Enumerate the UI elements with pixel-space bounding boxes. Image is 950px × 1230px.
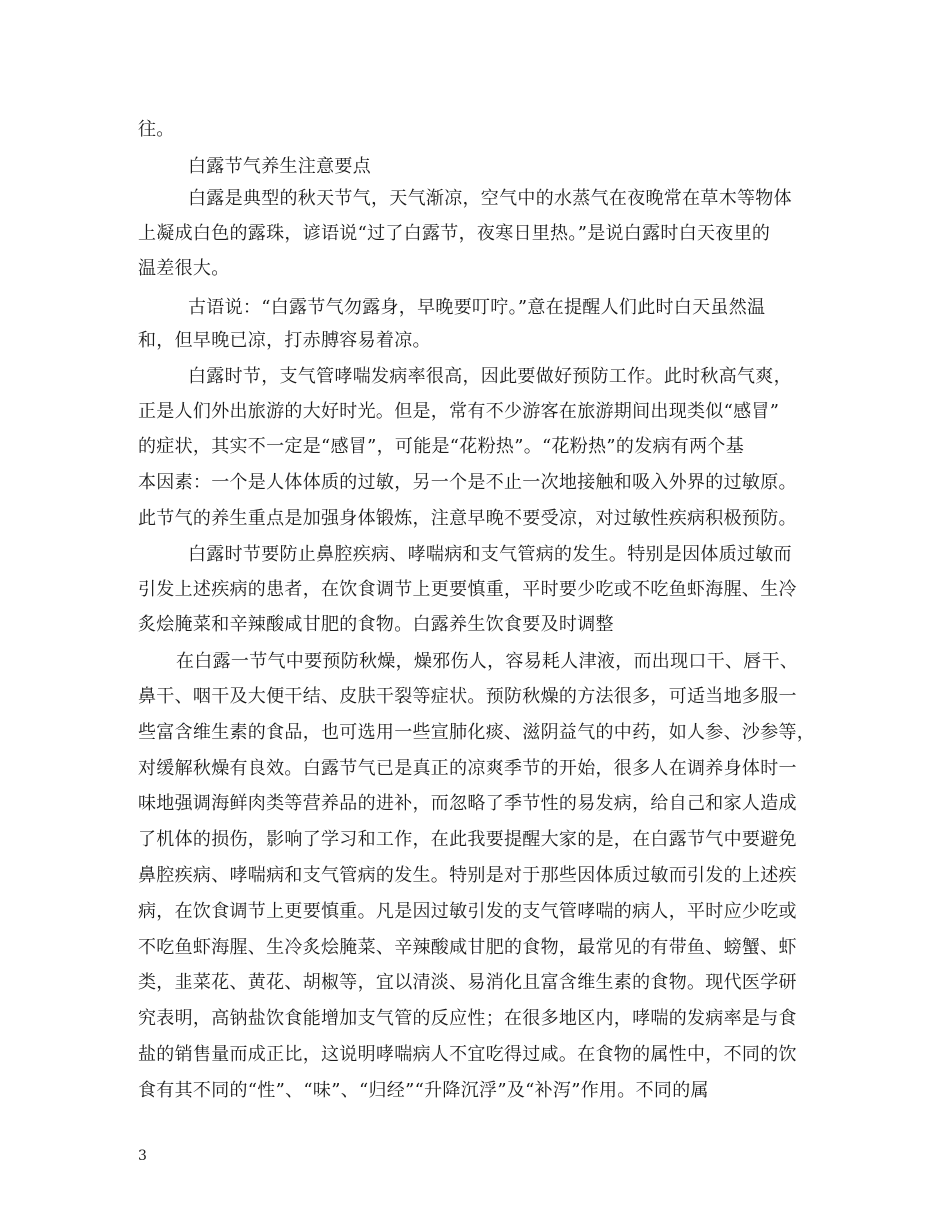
text-line: 些富含维生素的食品，也可选用一些宣肺化痰、滋阴益气的中药，如人参、沙参等， [138,722,816,743]
text-line: 味地强调海鲜肉类等营养品的进补，而忽略了季节性的易发病，给自己和家人造成 [138,793,797,814]
text-line: 白露时节要防止鼻腔疾病、哮喘病和支气管病的发生。特别是因体质过敏而 [188,544,792,565]
text-line: 鼻腔疾病、哮喘病和支气管病的发生。特别是对于那些因体质过敏而引发的上述疾 [138,865,797,886]
text-line: 鼻干、咽干及大便干结、皮肤干裂等症状。预防秋燥的方法很多，可适当地多服一 [138,686,797,707]
section-heading: 白露节气养生注意要点 [188,156,371,177]
text-line: 上凝成白色的露珠，谚语说“过了白露节，夜寒日里热。”是说白露时白天夜里的 [138,223,771,244]
text-line: 炙烩腌菜和辛辣酸咸甘肥的食物。白露养生饮食要及时调整 [138,614,614,635]
text-line: 对缓解秋燥有良效。白露节气已是真正的凉爽季节的开始，很多人在调养身体时一 [138,758,797,779]
text-line: 在白露一节气中要预防秋燥，燥邪伤人，容易耗人津液，而出现口干、唇干、 [176,651,799,672]
text-line: 正是人们外出旅游的大好时光。但是，常有不少游客在旅游期间出现类似“感冒” [138,401,780,422]
text-line: 白露时节，支气管哮喘发病率很高，因此要做好预防工作。此时秋高气爽， [188,366,792,387]
text-line: 病，在饮食调节上更要慎重。凡是因过敏引发的支气管哮喘的病人，平时应少吃或 [138,901,797,922]
text-line: 古语说：“白露节气勿露身，早晚要叮咛。”意在提醒人们此时白天虽然温 [188,297,766,318]
text-line: 的症状，其实不一定是“感冒”，可能是“花粉热”。“花粉热”的发病有两个基 [138,436,745,457]
text-line: 食有其不同的“性”、“味”、“归经”“升降沉浮”及“补泻”作用。不同的属 [138,1080,709,1101]
text-line: 温差很大。 [138,258,230,279]
page-number: 3 [138,1148,147,1164]
text-line: 本因素：一个是人体体质的过敏，另一个是不止一次地接触和吸入外界的过敏原。 [138,472,797,493]
text-line: 类，韭菜花、黄花、胡椒等，宜以清淡、易消化且富含维生素的食物。现代医学研 [138,972,797,993]
text-line: 此节气的养生重点是加强身体锻炼，注意早晚不要受凉，对过敏性疾病积极预防。 [138,508,797,529]
text-line: 引发上述疾病的患者，在饮食调节上更要慎重，平时要少吃或不吃鱼虾海腥、生冷 [138,579,797,600]
text-line: 盐的销售量而成正比，这说明哮喘病人不宜吃得过咸。在食物的属性中，不同的饮 [138,1044,797,1065]
text-line: 和，但早晚已凉，打赤膊容易着凉。 [138,330,431,351]
text-line: 了机体的损伤，影响了学习和工作，在此我要提醒大家的是，在白露节气中要避免 [138,829,797,850]
text-line: 往。 [138,119,175,140]
text-line: 白露是典型的秋天节气，天气渐凉，空气中的水蒸气在夜晚常在草木等物体 [188,188,792,209]
text-line: 不吃鱼虾海腥、生冷炙烩腌菜、辛辣酸咸甘肥的食物，最常见的有带鱼、螃蟹、虾 [138,937,797,958]
text-line: 究表明，高钠盐饮食能增加支气管的反应性；在很多地区内，哮喘的发病率是与食 [138,1008,797,1029]
